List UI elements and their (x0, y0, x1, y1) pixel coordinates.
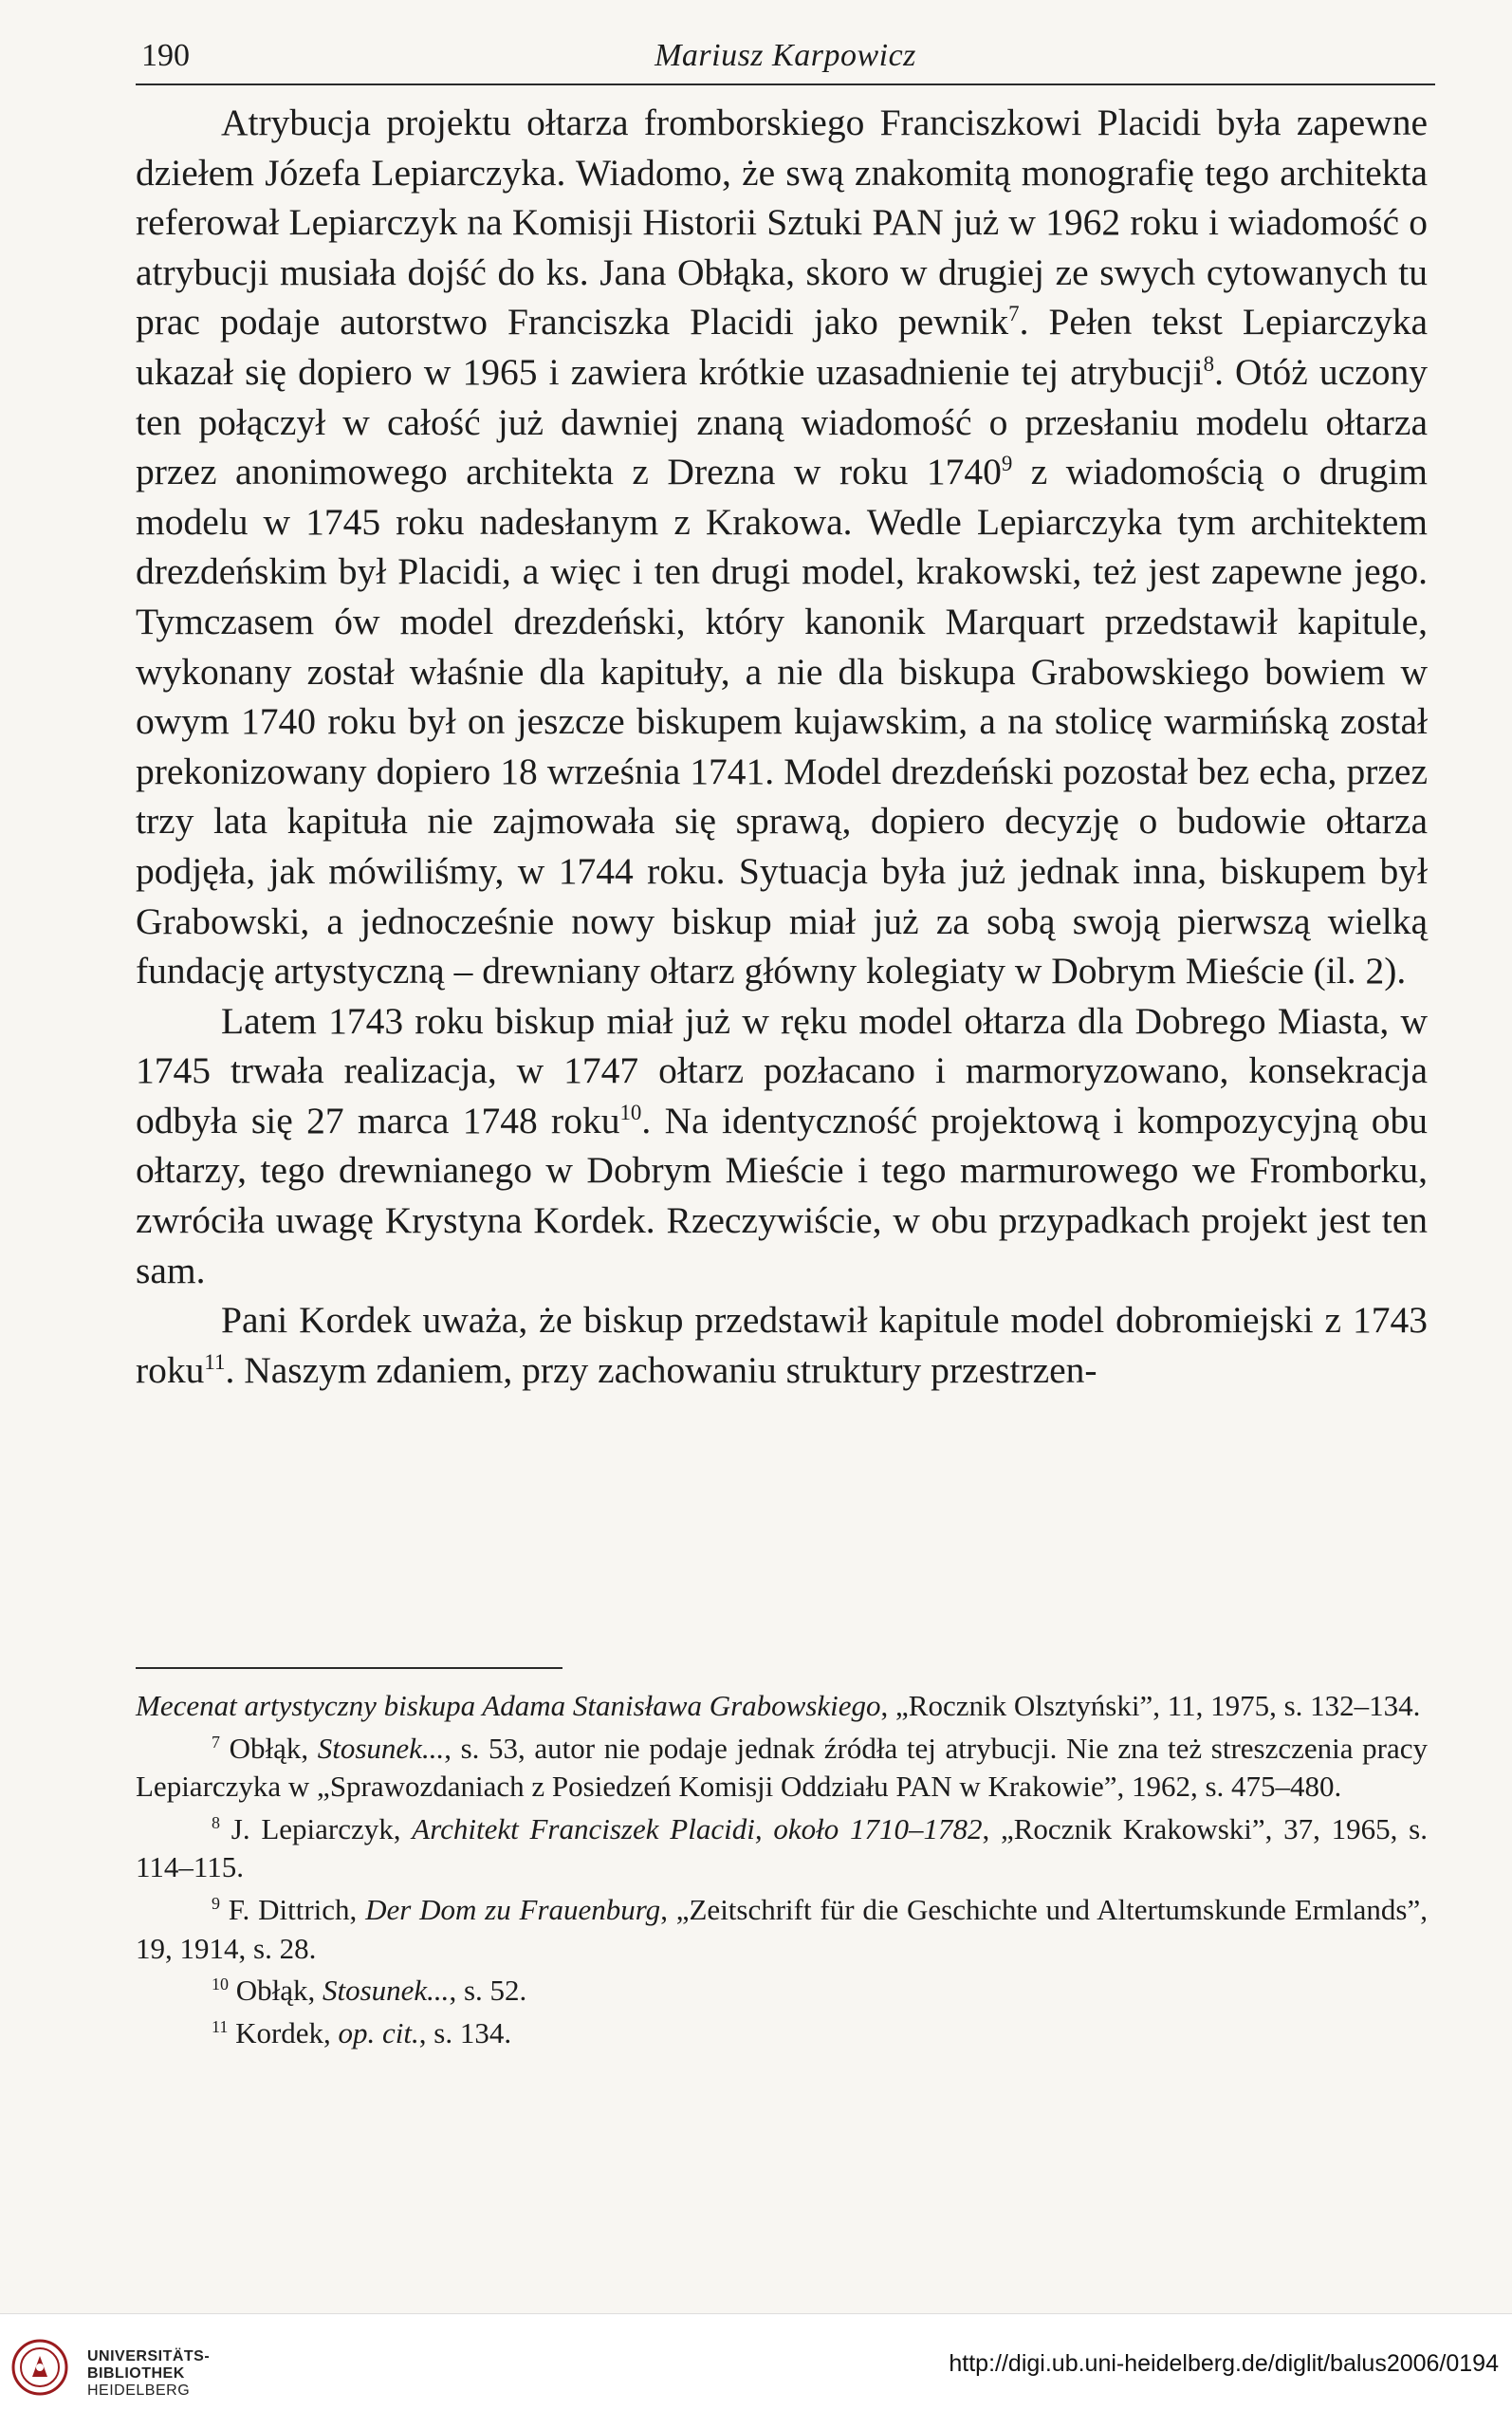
text-run: Kordek, (228, 2015, 339, 2049)
footnote-ref: 7 (1008, 302, 1020, 326)
footnote-ref: 9 (1001, 451, 1013, 475)
text-run: z wiadomością o drugim modelu w 1745 roku nadesłanym z Krakowa. Wedle Lepiarczyka tym architektem drezdeńskim był Placidi, a więc i ten drugi model, krakowski, też jest zapewne jego. Tymczasem ów model drezdeński, który kanonik Marquart przedstawił kapitule, wykonany został właśnie dla kapituły, a nie dla biskupa Grabowskiego bowiem w owym 1740 roku był on jeszcze biskupem kujawskim, a na stolicę warmińską został prekonizowany dopiero 18 września 1741. Model drezdeński pozostał bez echa, przez trzy lata kapituła nie zajmowała się sprawą, dopiero decyzję o budowie ołtarza podjęła, jak mówiliśmy, w 1744 roku. Sytuacja była już jednak inna, biskupem był Grabowski, a jednocześnie nowy biskup miał już za sobą swoją pierwszą wielką fundację artystyczną – drewniany ołtarz główny kolegiaty w Dobrym Mieście (il. 2). (136, 451, 1428, 992)
footnote-8 (136, 1810, 1428, 1887)
text-run: , „Rocznik Olsztyński”, 11, 1975, s. 132–134. (880, 1689, 1421, 1722)
paragraph-1 (136, 98, 1428, 996)
text-run: , s. 52. (449, 1974, 527, 2008)
footnote-ref: 11 (212, 2016, 229, 2036)
footnote-ref: 9 (212, 1893, 220, 1913)
text-run: , „Rocznik Krakowski”, 37, 1965, s. 114–115. (136, 1811, 1428, 1884)
source-url-link[interactable]: http://digi.ub.uni-heidelberg.de/diglit/balus2006/0194 (949, 2350, 1499, 2377)
footnote-11 (136, 2014, 1428, 2053)
running-header (136, 34, 1435, 85)
running-head-author: Mariusz Karpowicz (655, 38, 916, 73)
footnote-separator (136, 1667, 562, 1669)
text-run: . Naszym zdaniem, przy zachowaniu struktury przestrzen- (225, 1348, 1097, 1391)
main-text (136, 98, 1428, 1395)
text-run: Atrybucja projektu ołtarza fromborskiego Franciszkowi Placidi była zapewne dziełem Józefa Lepiarczyka. Wiadomo, że swą znakomitą monografię tego architekta referował Lepiarczyk na Komisji Historii Sztuki PAN już w 1962 roku i wiadomość o atrybucji musiała dojść do ks. Jana Obłąka, skoro w drugiej ze swych cytowanych tu prac podaje autorstwo Franciszka Placidi jako pewnik (136, 102, 1428, 343)
footnote-9 (136, 1891, 1428, 1968)
text-run: , „Zeitschrift für die Geschichte und Altertumskunde Ermlands”, 19, 1914, s. 28. (136, 1892, 1428, 1965)
footnote-ref: 8 (1203, 351, 1215, 376)
text-run: Obłąk, (219, 1731, 318, 1765)
footnote-continuation (136, 1687, 1428, 1726)
footnotes (136, 1687, 1428, 2056)
text-run: F. Dittrich, (219, 1892, 366, 1926)
italic-title: Mecenat artystyczny biskupa Adama Stanisława Grabowskiego (136, 1689, 881, 1722)
paragraph-3 (136, 1295, 1428, 1395)
text-run: . Na identyczność projektową i kompozycyjną obu ołtarzy, tego drewnianego w Dobrym Mieście i tego marmurowego we Fromborku, zwróciła uwagę Krystyna Kordek. Rzeczywiście, w obu przypadkach projekt jest ten sam. (136, 1099, 1429, 1291)
university-seal-icon (11, 2339, 68, 2396)
footnote-ref: 7 (212, 1732, 220, 1752)
italic-title: op. cit. (338, 2015, 419, 2049)
italic-title: Stosunek... (322, 1974, 450, 2008)
digitization-footer (0, 2313, 1512, 2429)
footnote-ref: 10 (212, 1975, 229, 1994)
italic-title: Stosunek... (317, 1731, 445, 1765)
footnote-7 (136, 1730, 1428, 1807)
footnote-ref: 10 (619, 1100, 642, 1124)
footnote-ref: 11 (204, 1349, 226, 1374)
text-run: . Otóż uczony ten połączył w całość już dawniej znaną wiadomość o przesłaniu modelu ołtarza przez anonimowego architekta z Drezna w roku 1740 (136, 350, 1428, 493)
italic-title: Der Dom zu Frauenburg (365, 1892, 661, 1926)
page-number: 190 (141, 38, 190, 73)
text-run: . Pełen tekst Lepiarczyka ukazał się dopiero w 1965 i zawiera krótkie uzasadnienie tej atrybucji (136, 301, 1428, 393)
paragraph-2 (136, 996, 1428, 1296)
italic-title: Architekt Franciszek Placidi, około 1710–1782 (412, 1811, 983, 1845)
footnote-10 (136, 1972, 1428, 2011)
library-name: UNIVERSITÄTS- BIBLIOTHEK HEIDELBERG (87, 2348, 211, 2399)
text-run: J. Lepiarczyk, (219, 1811, 413, 1845)
text-run: Pani Kordek uważa, że biskup przedstawił kapitule model dobromiejski z 1743 roku (136, 1299, 1428, 1391)
footnote-ref: 8 (212, 1812, 220, 1832)
text-run: Obłąk, (228, 1974, 323, 2008)
text-run: , s. 134. (418, 2015, 512, 2049)
text-run: , s. 53, autor nie podaje jednak źródła tej atrybucji. Nie zna też streszczenia pracy Lepiarczyka w „Sprawozdaniach z Posiedzeń Komisji Oddziału PAN w Krakowie”, 1962, s. 475–480. (136, 1731, 1428, 1804)
text-run: Latem 1743 roku biskup miał już w ręku model ołtarza dla Dobrego Miasta, w 1745 trwała realizacja, w 1747 ołtarz pozłacano i marmoryzowano, konsekracja odbyła się 27 marca 1748 roku (136, 999, 1428, 1141)
